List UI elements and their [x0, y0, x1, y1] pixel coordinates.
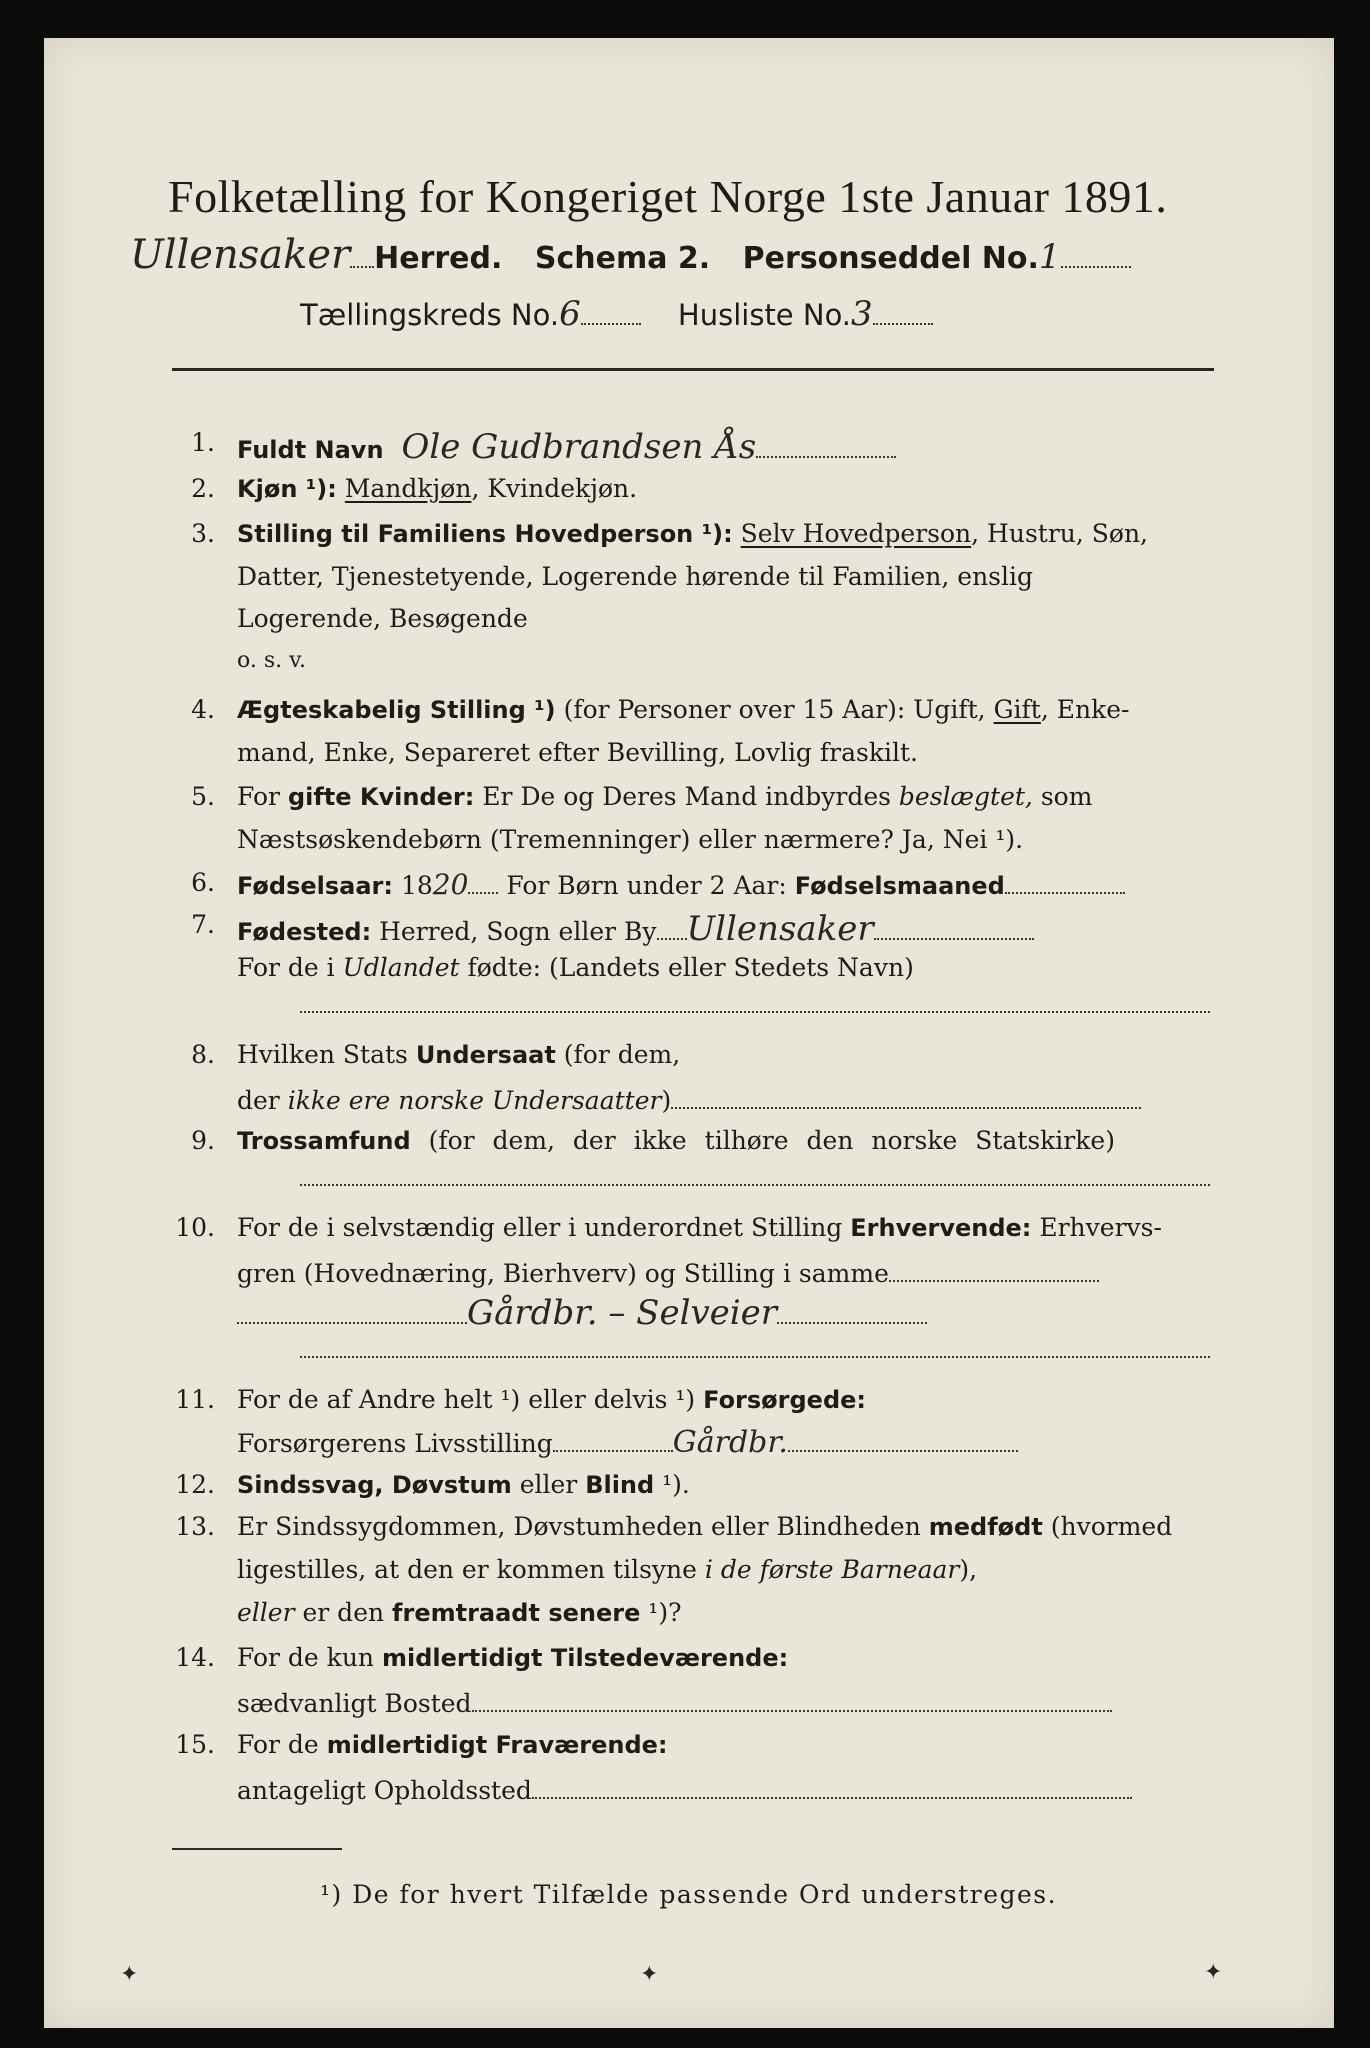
family-position-options: Datter, Tjenestetyende, Logerende hørende til Familien, enslig — [237, 562, 1034, 591]
dotted-line — [237, 1300, 467, 1324]
question-text: For de i selvstændig eller i underordnet Stilling — [237, 1213, 851, 1242]
question-text: Erhvervs- — [1031, 1213, 1162, 1242]
question-text: (hvormed — [1042, 1512, 1173, 1541]
question-text: ¹). — [654, 1470, 690, 1499]
family-position-options: , Hustru, Søn, — [971, 519, 1148, 548]
sex-selected-option: Mandkjøn — [344, 474, 472, 503]
husliste-label: Husliste No. — [677, 298, 852, 332]
citizenship-label: Undersaat — [415, 1041, 556, 1069]
family-position-options: Logerende, Besøgende — [237, 604, 528, 633]
question-text: For de kun — [237, 1643, 382, 1672]
question-text: Næstsøskendebørn (Tremenninger) eller nærmere? Ja, Nei ¹). — [237, 825, 1024, 854]
blind-label: Blind — [585, 1471, 655, 1499]
corner-mark: ✦ — [1204, 1960, 1223, 1985]
supported-label: Forsørgede: — [703, 1386, 867, 1414]
temporary-absent-label: midlertidigt Fraværende: — [326, 1731, 668, 1759]
form-title: Folketælling for Kongeriget Norge 1ste Januar 1891. — [168, 171, 1168, 222]
dotted-line — [350, 244, 374, 268]
item-number: 14. — [175, 1643, 215, 1672]
question-text: For de af Andre helt ¹) eller delvis ¹) — [237, 1385, 704, 1414]
question-text: For Børn under 2 Aar: — [498, 871, 795, 900]
herred-value: Ullensaker — [130, 232, 351, 278]
full-name-label: Fuldt Navn — [237, 436, 384, 464]
item-number: 15. — [175, 1730, 215, 1759]
question-text: ¹)? — [640, 1598, 682, 1627]
item-number: 3. — [191, 519, 215, 548]
family-position-selected: Selv Hovedperson — [740, 519, 972, 548]
personseddel-label: Personseddel No. — [742, 241, 1039, 276]
header-kreds-row — [300, 294, 1120, 344]
dotted-line — [788, 1428, 1018, 1452]
occupation-label: Erhvervende: — [850, 1214, 1032, 1242]
item-number: 12. — [175, 1470, 215, 1499]
disability-label: Sindssvag, Døvstum — [237, 1471, 512, 1499]
birthplace-value: Ullensaker — [686, 909, 874, 949]
item-number: 8. — [191, 1040, 215, 1069]
item-number: 11. — [175, 1385, 215, 1414]
sex-options: , Kvindekjøn. — [471, 474, 638, 503]
dotted-line — [1061, 244, 1131, 268]
item-number: 2. — [191, 474, 215, 503]
question-text-italic: beslægtet, — [898, 782, 1033, 811]
personseddel-value: 1 — [1038, 237, 1061, 277]
question-text: gren (Hovednæring, Bierhverv) og Stilling i samme — [237, 1259, 889, 1288]
full-name-value: Ole Gudbrandsen Ås — [401, 427, 757, 467]
religion-label: Trossamfund — [237, 1127, 411, 1155]
question-text: eller — [511, 1470, 586, 1499]
dotted-line — [873, 301, 933, 325]
question-text: Er De og Deres Mand indbyrdes — [474, 782, 899, 811]
item-number: 1. — [191, 428, 215, 457]
birth-month-label: Fødselsmaaned — [794, 872, 1005, 900]
dotted-line — [553, 1428, 673, 1452]
question-text: (for dem, der ikke tilhøre den norske Statskirke) — [410, 1126, 1115, 1155]
kreds-label: Tællingskreds No. — [300, 298, 560, 332]
dotted-line — [777, 1300, 927, 1324]
header-herred-row — [130, 232, 1220, 282]
question-text: For de i — [237, 953, 343, 982]
dotted-line — [581, 301, 641, 325]
sex-label: Kjøn ¹): — [237, 475, 337, 503]
item-number: 6. — [191, 868, 215, 897]
item-number: 5. — [191, 782, 215, 811]
dotted-line — [532, 1775, 1132, 1799]
question-text: Er Sindssygdommen, Døvstumheden eller Blindheden — [237, 1512, 929, 1541]
item-number: 7. — [191, 910, 215, 939]
married-women-label: gifte Kvinder: — [287, 783, 475, 811]
birth-year-prefix: 18 — [393, 871, 433, 900]
question-text: For — [237, 782, 288, 811]
question-text-italic: ikke ere norske Undersaatter — [287, 1086, 662, 1115]
footnote: ¹) De for hvert Tilfælde passende Ord understreges. — [320, 1880, 1058, 1909]
family-position-label: Stilling til Familiens Hovedperson ¹): — [237, 520, 733, 548]
dotted-answer-line — [300, 1183, 1210, 1186]
question-text: fødte: (Landets eller Stedets Navn) — [459, 953, 914, 982]
birthplace-label: Fødested: — [237, 918, 372, 946]
schema-label: Schema 2. — [534, 241, 711, 276]
item-number: 13. — [175, 1512, 215, 1541]
occupation-value: Gårdbr. – Selveier — [467, 1293, 778, 1333]
husliste-value: 3 — [851, 294, 873, 334]
dotted-line — [889, 1258, 1099, 1282]
question-text: (for dem, — [555, 1040, 681, 1069]
kreds-value: 6 — [559, 294, 581, 334]
dotted-answer-line — [300, 1010, 1210, 1013]
question-text-italic: i de første Barneaar — [704, 1555, 960, 1584]
birth-year-label: Fødselsaar: — [237, 872, 393, 900]
birth-year-value: 20 — [432, 868, 469, 901]
dotted-line — [874, 916, 1034, 940]
later-onset-label: fremtraadt senere — [392, 1599, 641, 1627]
question-text-italic: eller — [237, 1598, 295, 1627]
congenital-label: medfødt — [928, 1513, 1043, 1541]
temporary-present-label: midlertidigt Tilstedeværende: — [381, 1644, 789, 1672]
dotted-line — [1005, 870, 1125, 894]
family-position-etc: o. s. v. — [237, 648, 306, 673]
item-number: 10. — [175, 1213, 215, 1242]
question-text: er den — [294, 1598, 393, 1627]
dotted-answer-line — [300, 1355, 1210, 1358]
question-text: For de — [237, 1730, 327, 1759]
question-text-italic: Udlandet — [342, 953, 460, 982]
marital-status-label: Ægteskabelig Stilling ¹) — [237, 696, 556, 724]
dotted-line — [468, 870, 498, 894]
question-text: som — [1032, 782, 1093, 811]
herred-label: Herred. — [374, 241, 503, 276]
question-text: sædvanligt Bosted — [237, 1689, 472, 1718]
question-text: antageligt Opholdssted — [237, 1776, 532, 1805]
item-number: 9. — [191, 1126, 215, 1155]
question-text: ), — [959, 1555, 978, 1584]
supporter-occupation-value: Gårdbr. — [672, 1425, 788, 1460]
dotted-line — [472, 1688, 1112, 1712]
question-text: der — [237, 1086, 288, 1115]
question-text: ligestilles, at den er kommen tilsyne — [237, 1555, 705, 1584]
corner-mark: ✦ — [120, 1962, 139, 1987]
marital-status-text: , Enke- — [1040, 695, 1130, 724]
dotted-line — [657, 916, 687, 940]
question-text: ) — [661, 1086, 672, 1115]
question-text: Herred, Sogn eller By — [371, 917, 657, 946]
header-divider — [172, 368, 1214, 371]
marital-status-selected: Gift — [993, 695, 1041, 724]
dotted-line — [671, 1085, 1141, 1109]
marital-status-text: (for Personer over 15 Aar): Ugift, — [555, 695, 994, 724]
center-mark: ✦ — [640, 1962, 659, 1987]
item-number: 4. — [191, 695, 215, 724]
footnote-divider — [172, 1848, 342, 1850]
question-text: Hvilken Stats — [237, 1040, 416, 1069]
marital-status-options: mand, Enke, Separeret efter Bevilling, Lovlig fraskilt. — [237, 738, 918, 767]
question-text: Forsørgerens Livsstilling — [237, 1429, 553, 1458]
dotted-line — [756, 434, 896, 458]
